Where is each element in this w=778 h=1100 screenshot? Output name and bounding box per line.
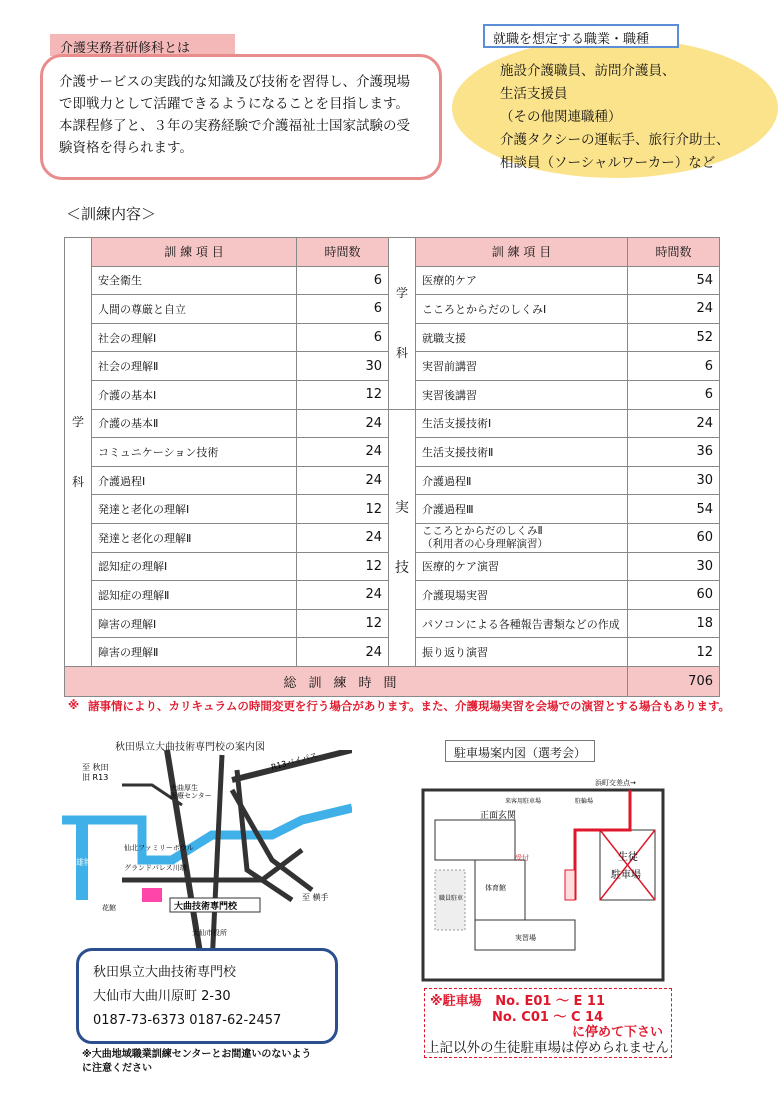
group-char	[389, 308, 415, 338]
item-name: 介護過程Ⅱ	[416, 466, 628, 495]
table-row	[65, 409, 720, 438]
parking-label: 受付	[515, 854, 529, 862]
group-char: 科	[71, 474, 84, 489]
item-hours: 12	[297, 609, 389, 638]
intro-box	[40, 54, 442, 180]
item-hours: 24	[628, 409, 720, 438]
jobs-item: 相談員（ソーシャルワーカー）など	[500, 155, 716, 171]
parking-label: 駐車場	[611, 870, 641, 881]
parking-range-e: No. E01 ～ E 11	[495, 994, 606, 1009]
school-building	[142, 888, 162, 902]
parking-label: 正面玄関	[480, 811, 517, 821]
item-name: 認知症の理解Ⅱ	[92, 581, 297, 610]
map-note-line: に注意ください	[82, 1063, 152, 1074]
item-hours: 12	[628, 638, 720, 667]
group-char: 学	[395, 286, 408, 301]
school-tel: 0187-73-6373 0187-62-2457	[93, 1013, 282, 1028]
map-label: 雄物川	[76, 858, 100, 867]
item-hours: 60	[628, 581, 720, 610]
item-hours: 12	[297, 495, 389, 524]
item-name: 安全衛生	[92, 266, 297, 295]
school-map-label: 大曲技術専門校	[174, 902, 238, 912]
map-title: 秋田県立大曲技術専門校の案内図	[115, 742, 265, 753]
item-hours: 36	[628, 438, 720, 467]
item-name: 実習前講習	[416, 352, 628, 381]
intro-line: 本課程修了と、３年の実務経験で介護福祉士国家試験の受	[59, 118, 410, 134]
parking-label: 浜町交差点→	[595, 779, 636, 787]
item-name	[416, 523, 628, 552]
item-name: 実習後講習	[416, 380, 628, 409]
item-name: 就職支援	[416, 323, 628, 352]
map-label: 旧 R13	[82, 773, 109, 782]
map-label: 至 横手	[302, 893, 329, 902]
parking-stop-text: に停めて下さい	[572, 1025, 664, 1040]
item-name: 振り返り演習	[416, 638, 628, 667]
item-name: 介護過程Ⅲ	[416, 495, 628, 524]
map-label: 大仙市役所	[192, 929, 227, 937]
group-char	[389, 523, 415, 553]
intro-line: 介護サービスの実践的な知識及び技術を習得し、介護現場	[59, 74, 410, 90]
map-note	[82, 1048, 311, 1076]
item-hours: 30	[297, 352, 389, 381]
jobs-list	[500, 60, 770, 175]
curriculum-note: 諸事情により、カリキュラムの時間変更を行う場合があります。また、介護現場実習を会場での演習とする場合もあります。	[88, 699, 731, 713]
item-hours: 52	[628, 323, 720, 352]
item-hours: 24	[628, 295, 720, 324]
item-hours: 24	[297, 523, 389, 552]
parking-label: 駐輪場	[575, 798, 594, 805]
header-item: 訓 練 項 目	[92, 238, 297, 267]
item-hours: 12	[297, 552, 389, 581]
item-hours: 24	[297, 409, 389, 438]
item-hours: 24	[297, 438, 389, 467]
item-hours: 6	[297, 295, 389, 324]
item-name: 介護現場実習	[416, 581, 628, 610]
item-hours: 6	[628, 380, 720, 409]
total-hours: 706	[628, 666, 720, 696]
item-name: こころとからだのしくみⅠ	[416, 295, 628, 324]
item-name: 発達と老化の理解Ⅰ	[92, 495, 297, 524]
group-jitsugi	[389, 409, 416, 666]
parking-label: 実習場	[515, 934, 536, 942]
item-hours: 30	[628, 466, 720, 495]
parking-label: 来客用駐車場	[505, 798, 542, 805]
item-name: 生活支援技術Ⅰ	[416, 409, 628, 438]
map-label: 花館	[102, 904, 116, 912]
map-label: 至 秋田	[82, 763, 109, 772]
item-hours: 24	[297, 466, 389, 495]
item-hours: 60	[628, 523, 720, 552]
total-row	[65, 666, 720, 696]
item-hours: 54	[628, 266, 720, 295]
item-hours: 18	[628, 609, 720, 638]
school-address: 大仙市大曲川原町 2-30	[93, 989, 231, 1004]
item-name: 認知症の理解Ⅰ	[92, 552, 297, 581]
jobs-item: （その他関連職種）	[500, 109, 622, 125]
item-name: 社会の理解Ⅱ	[92, 352, 297, 381]
group-char: 科	[395, 346, 408, 361]
note-mark: ※	[68, 698, 80, 712]
map-label: 医療センター	[170, 792, 212, 800]
item-name: パソコンによる各種報告書類などの作成	[416, 609, 628, 638]
group-gakka-left	[65, 238, 92, 667]
jobs-item: 介護タクシーの運転手、旅行介助士、	[500, 132, 730, 148]
school-info-box	[76, 948, 338, 1044]
jobs-item: 生活支援員	[500, 86, 568, 102]
item-hours: 30	[628, 552, 720, 581]
parking-label: 職員駐車	[439, 895, 464, 902]
header-hours: 時間数	[628, 238, 720, 267]
item-hours: 24	[297, 581, 389, 610]
header-hours: 時間数	[297, 238, 389, 267]
item-name: 介護の基本Ⅰ	[92, 380, 297, 409]
parking-spot	[565, 870, 575, 900]
parking-map	[415, 770, 675, 985]
item-name-sub: （利用者の心身理解演習）	[422, 537, 548, 550]
intro-line: 験資格を得られます。	[59, 140, 193, 156]
item-name: 生活支援技術Ⅱ	[416, 438, 628, 467]
curriculum-table	[64, 237, 720, 697]
item-name: コミュニケーション技術	[92, 438, 297, 467]
item-name: 介護過程Ⅰ	[92, 466, 297, 495]
item-name: 医療的ケア演習	[416, 552, 628, 581]
access-map	[62, 750, 352, 965]
item-hours: 12	[297, 380, 389, 409]
map-label: R13バイパス	[270, 750, 319, 772]
jobs-title: 就職を想定する職業・職種	[483, 24, 679, 48]
maruko-river	[62, 808, 352, 860]
total-label: 総訓練時間	[65, 666, 628, 696]
group-gakka-right	[389, 238, 416, 410]
parking-label: 体育館	[485, 884, 506, 892]
item-hours: 24	[297, 638, 389, 667]
item-name-line: こころとからだのしくみⅡ	[422, 524, 543, 537]
item-name: 人間の尊厳と自立	[92, 295, 297, 324]
item-name: 医療的ケア	[416, 266, 628, 295]
parking-bottom-note: 上記以外の生徒駐車場は停められません	[426, 1040, 669, 1056]
map-label: 仙北ファミリーボウル	[124, 844, 194, 852]
parking-range-c: No. C01 ～ C 14	[492, 1010, 604, 1025]
map-note-line: ※大曲地域職業訓練センターとお間違いのないよう	[82, 1049, 312, 1060]
parking-label: 生徒	[618, 852, 638, 863]
group-char: 学	[71, 414, 84, 429]
parking-title: 駐車場案内図（選考会）	[445, 740, 595, 762]
item-hours: 6	[628, 352, 720, 381]
group-char	[65, 437, 91, 467]
group-char: 技	[395, 559, 409, 576]
item-name: 障害の理解Ⅱ	[92, 638, 297, 667]
map-label: 大曲厚生	[170, 784, 198, 792]
intro-tab: 介護実務者研修科とは	[50, 34, 235, 56]
main-building	[435, 820, 515, 860]
map-label: グランドパレス川端	[124, 864, 187, 872]
school-name: 秋田県立大曲技術専門校	[93, 965, 237, 980]
item-name: 社会の理解Ⅰ	[92, 323, 297, 352]
group-char: 実	[395, 499, 409, 516]
item-name: 障害の理解Ⅰ	[92, 609, 297, 638]
item-name: 介護の基本Ⅱ	[92, 409, 297, 438]
header-item: 訓 練 項 目	[416, 238, 628, 267]
table-header-row	[65, 238, 720, 267]
training-heading: ＜訓練内容＞	[66, 205, 157, 223]
item-hours: 6	[297, 323, 389, 352]
intro-line: で即戦力として活躍できるようになることを目指します。	[59, 96, 409, 112]
item-name: 発達と老化の理解Ⅱ	[92, 523, 297, 552]
item-hours: 54	[628, 495, 720, 524]
parking-notice-head: ※駐車場	[430, 994, 482, 1009]
jobs-item: 施設介護職員、訪問介護員、	[500, 63, 676, 79]
item-hours: 6	[297, 266, 389, 295]
